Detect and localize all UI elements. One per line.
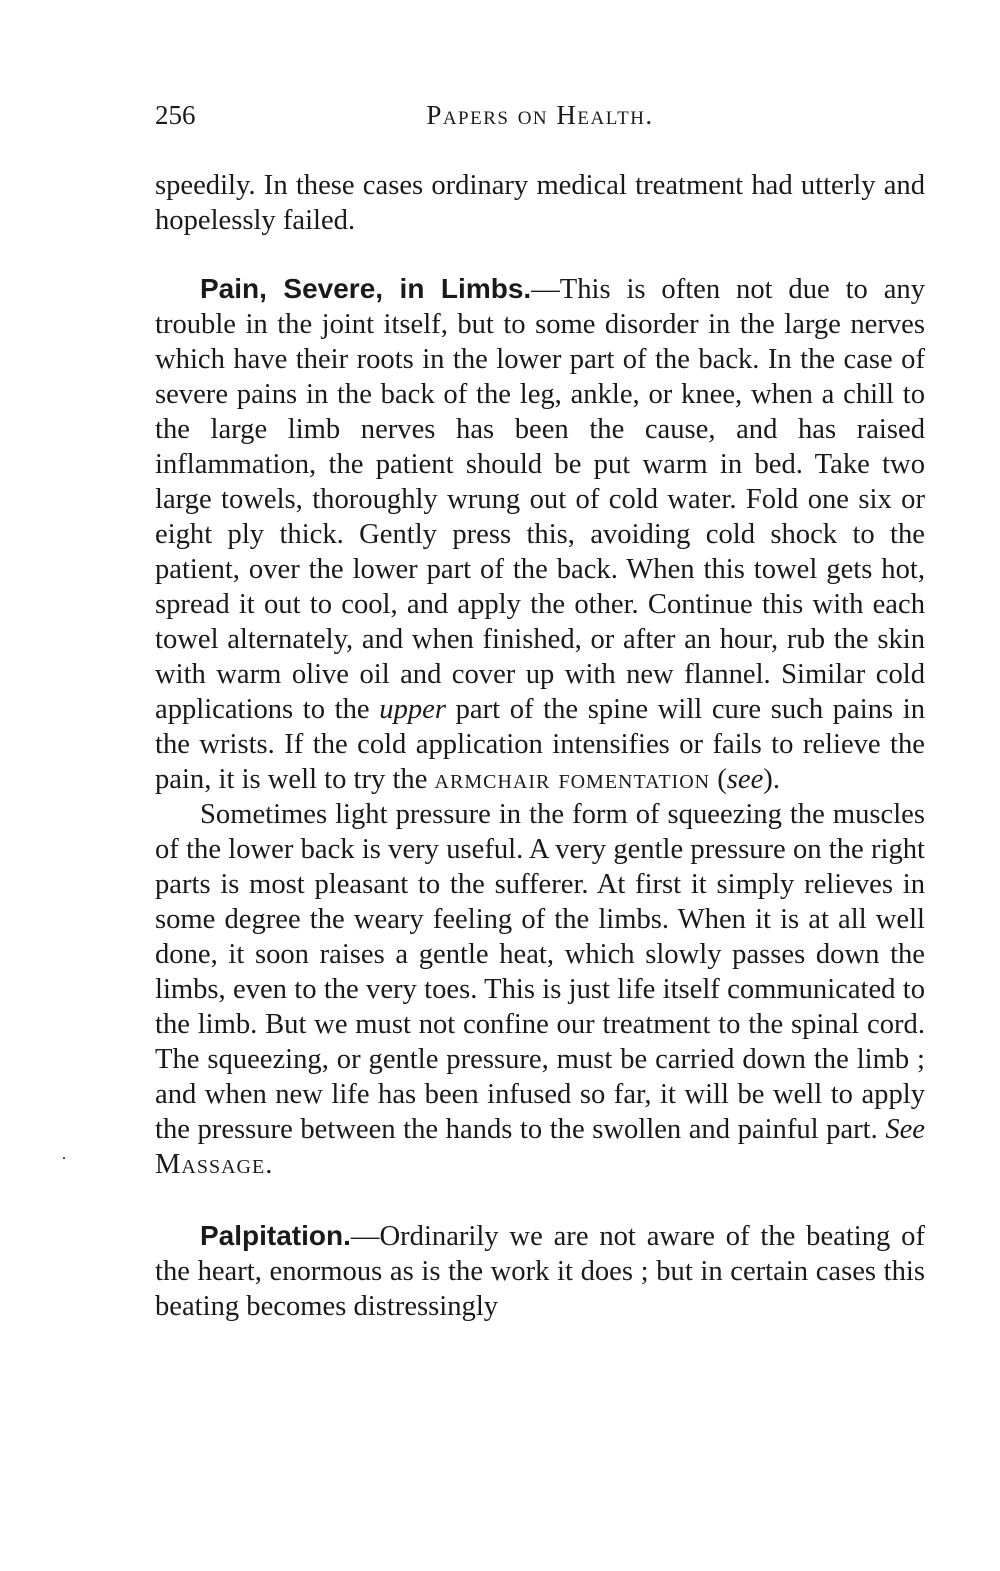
paragraph-gap	[155, 238, 925, 271]
margin-speck	[63, 1157, 65, 1159]
running-title: Papers on Health.	[426, 100, 654, 130]
paragraph-text: ).	[763, 764, 780, 795]
entry-heading: Pain, Severe, in Limbs.	[200, 273, 532, 304]
paragraph-text: (	[710, 764, 727, 795]
body-text	[155, 168, 925, 1324]
paragraph-text: speedily. In these cases ordinary medical treatment had utterly and hopelessly failed.	[155, 170, 925, 236]
paragraph-text: —Ordinarily we are not aware of the beating of the heart, enormous as is the work it does ; but in certain cases this beating becomes distressingly	[155, 1221, 925, 1322]
page-number: 256	[155, 100, 196, 130]
see-reference: See	[885, 1114, 925, 1145]
entry-pain-severe-in-limbs	[155, 271, 925, 797]
paragraph-continuation	[155, 168, 925, 238]
paragraph-gap	[155, 1182, 925, 1218]
paragraph-text: part of the spine will cure such pains in the wrists. If the cold application intensifies or fails to relieve the pain, it is well to try the	[155, 694, 925, 795]
paragraph-text: Sometimes light pressure in the form of squeezing the muscles of the lower back is very useful. A very gentle pressure on the right parts is most pleasant to the sufferer. At first it simply relieves in some degree the weary feeling of the limbs. When it is at all well done, it soon raises a gentle heat, which slowly passes down the limbs, even to the very toes. This is just life itself communicated to the limb. But we must not confine our treatment to the spinal cord. The squeezing, or gentle pressure, must be carried down the limb ; and when new life has been infused so far, it will be well to apply the pressure between the hands to the swollen and painful part.	[155, 799, 925, 1145]
emphasis-text: upper	[379, 694, 446, 725]
see-reference: see	[726, 764, 764, 795]
cross-reference: armchair fomentation	[434, 764, 711, 795]
entry-heading: Palpitation.	[200, 1220, 351, 1251]
paragraph-text: —This is often not due to any trouble in the joint itself, but to some disorder in the large nerves which have their roots in the lower part of the back. In the case of severe pains in the back of the leg, ankle, or knee, when a chill to the large limb nerves has been the cause, and has raised inflammation, the patient should be put warm in bed. Take two large towels, thoroughly wrung out of cold water. Fold one six or eight ply thick. Gently press this, avoiding cold shock to the patient, over the lower part of the back. When this towel gets hot, spread it out to cool, and apply the other. Continue this with each towel alternately, and when finished, or after an hour, rub the skin with warm olive oil and cover up with new flannel. Similar cold applications to the	[155, 274, 925, 725]
page-header	[155, 100, 925, 140]
cross-reference: Massage.	[155, 1149, 274, 1180]
paragraph-pressure	[155, 797, 925, 1182]
entry-palpitation	[155, 1218, 925, 1324]
